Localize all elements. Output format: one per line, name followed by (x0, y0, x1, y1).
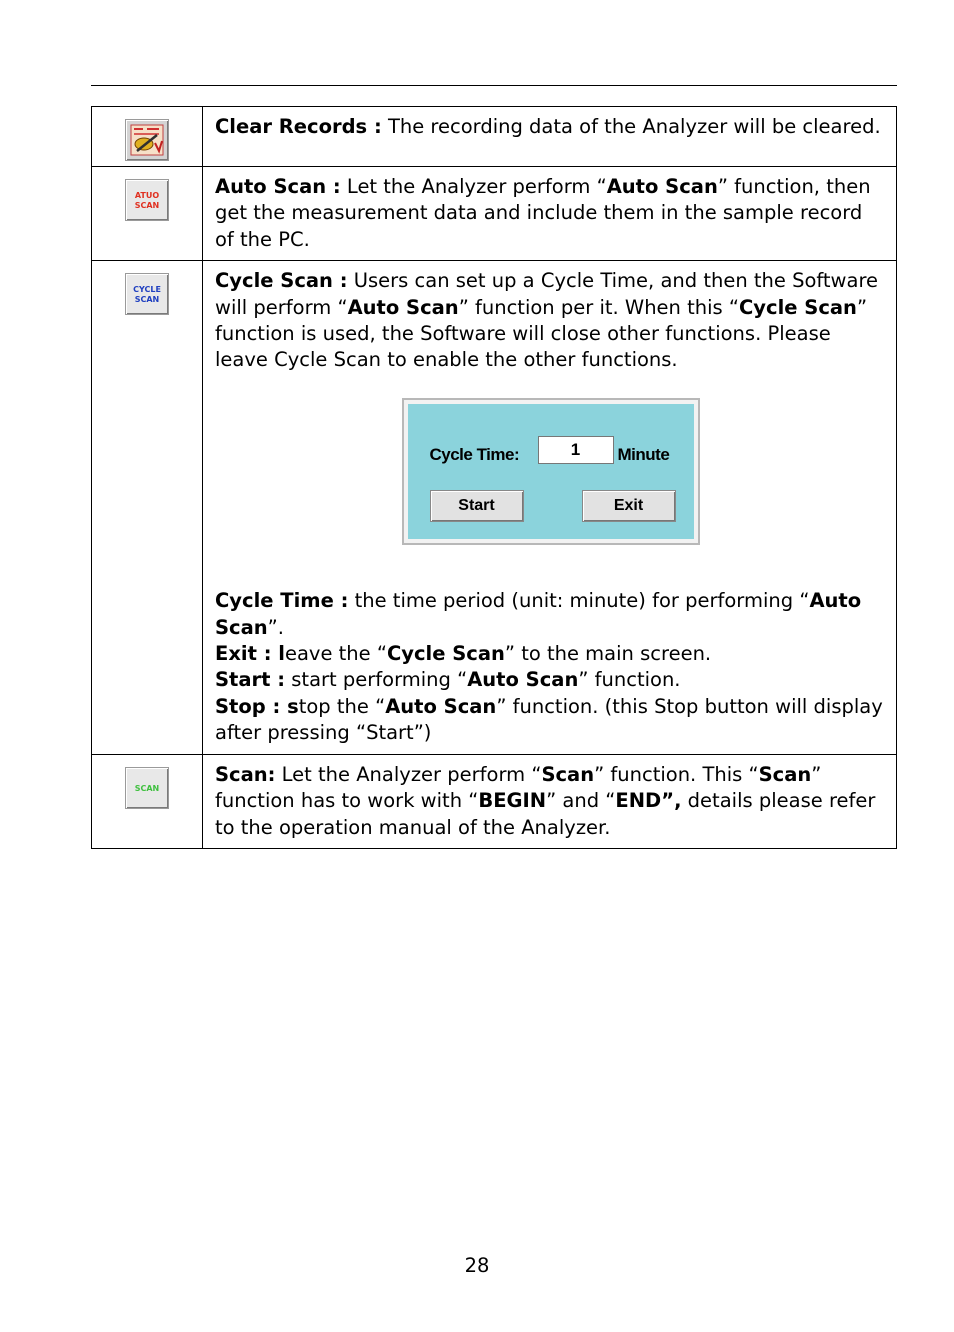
cycle-time-definition (215, 588, 886, 641)
cycle-time-dialog-figure (215, 398, 886, 552)
text-fragment: start performing “ (285, 668, 468, 692)
table-row-scan (92, 754, 897, 848)
scan-icon-label: SCAN (134, 783, 160, 793)
text-fragment: the time period (unit: minute) for performing “ (348, 589, 810, 613)
auto-scan-icon-label-2: SCAN (134, 201, 160, 210)
bold-fragment: Auto Scan (606, 175, 718, 198)
term-auto-scan: Auto Scan : (215, 175, 341, 198)
term-clear-records: Clear Records : (215, 115, 382, 138)
table-row-auto-scan (92, 167, 897, 261)
cycle-time-label: Cycle Time: (429, 444, 520, 464)
bold-fragment: Auto Scan (215, 589, 862, 639)
icon-cell (92, 261, 203, 754)
clear-records-text: The recording data of the Analyzer will be cleared. (381, 115, 881, 138)
text-fragment: ” function, then get the measurement data and include them in the sample record of the PC. (215, 175, 871, 251)
term-stop: Stop : s (215, 694, 299, 718)
bold-fragment: Auto Scan (385, 694, 497, 718)
term-exit: Exit : l (215, 642, 285, 666)
icon-cell (92, 754, 203, 848)
bold-fragment: BEGIN (478, 789, 547, 813)
cycle-scan-description (203, 261, 897, 754)
text-fragment: ” and “ (546, 789, 616, 813)
stop-definition (215, 694, 886, 747)
bold-fragment: Scan (541, 762, 595, 786)
cycle-scan-paragraph (215, 268, 886, 374)
text-fragment: ” function per it. When this “ (458, 295, 739, 319)
text-fragment: ” to the main screen. (504, 642, 712, 666)
text-fragment: Let the Analyzer perform “ (340, 175, 607, 198)
scan-icon (125, 767, 169, 809)
page-number: 28 (464, 1254, 490, 1277)
cycle-scan-icon-label-2: SCAN (134, 295, 160, 305)
term-cycle-time: Cycle Time : (215, 589, 349, 613)
text-fragment: Users can set up a Cycle Time, and then the Software will perform “ (215, 269, 879, 319)
bold-fragment: Cycle Scan (739, 295, 857, 319)
text-fragment: ” function. (578, 668, 681, 692)
term-cycle-scan: Cycle Scan : (215, 269, 348, 293)
bold-fragment: END (615, 789, 662, 813)
text-fragment: details please refer to the operation manual of the Analyzer. (215, 789, 876, 839)
table-row-cycle-scan (92, 261, 897, 754)
auto-scan-icon (125, 179, 169, 221)
start-definition (215, 667, 886, 693)
bold-fragment: ”, (661, 789, 682, 813)
bold-fragment: Auto Scan (467, 668, 579, 692)
cycle-time-dialog (402, 398, 700, 545)
clear-records-description (203, 107, 897, 167)
cycle-time-input[interactable]: 1 (538, 436, 614, 464)
function-table (91, 106, 897, 849)
auto-scan-description (203, 167, 897, 261)
exit-button[interactable]: Exit (582, 490, 676, 522)
text-fragment: ”. (267, 615, 284, 639)
bold-fragment: Scan (758, 762, 812, 786)
table-row-clear-records (92, 107, 897, 167)
term-start: Start : (215, 668, 286, 692)
bold-fragment: Cycle Scan (386, 642, 505, 666)
auto-scan-icon-label-1: ATUO (134, 191, 160, 200)
scan-description (203, 754, 897, 848)
term-scan: Scan: (215, 762, 276, 786)
clear-records-icon (125, 119, 169, 161)
text-fragment: ” function has to work with “ (215, 762, 822, 813)
dialog-body (408, 404, 694, 539)
text-fragment: ” function is used, the Software will close other functions. Please leave Cycle Scan to enable the other functions. (215, 295, 868, 372)
text-fragment: top the “ (298, 694, 386, 718)
cycle-scan-icon-label-1: CYCLE (133, 285, 161, 295)
exit-definition (215, 641, 886, 667)
text-fragment: ” function. This “ (594, 762, 759, 786)
text-fragment: Let the Analyzer perform “ (275, 762, 542, 786)
bold-fragment: Auto Scan (347, 295, 459, 319)
minute-unit-label: Minute (617, 444, 670, 464)
text-fragment: ” function. (this Stop button will display after pressing “Start”) (215, 694, 883, 745)
start-button[interactable]: Start (430, 490, 524, 522)
text-fragment: eave the “ (284, 642, 387, 666)
icon-cell (92, 167, 203, 261)
cycle-scan-icon (125, 273, 169, 315)
icon-cell (92, 107, 203, 167)
header-rule (91, 85, 897, 86)
